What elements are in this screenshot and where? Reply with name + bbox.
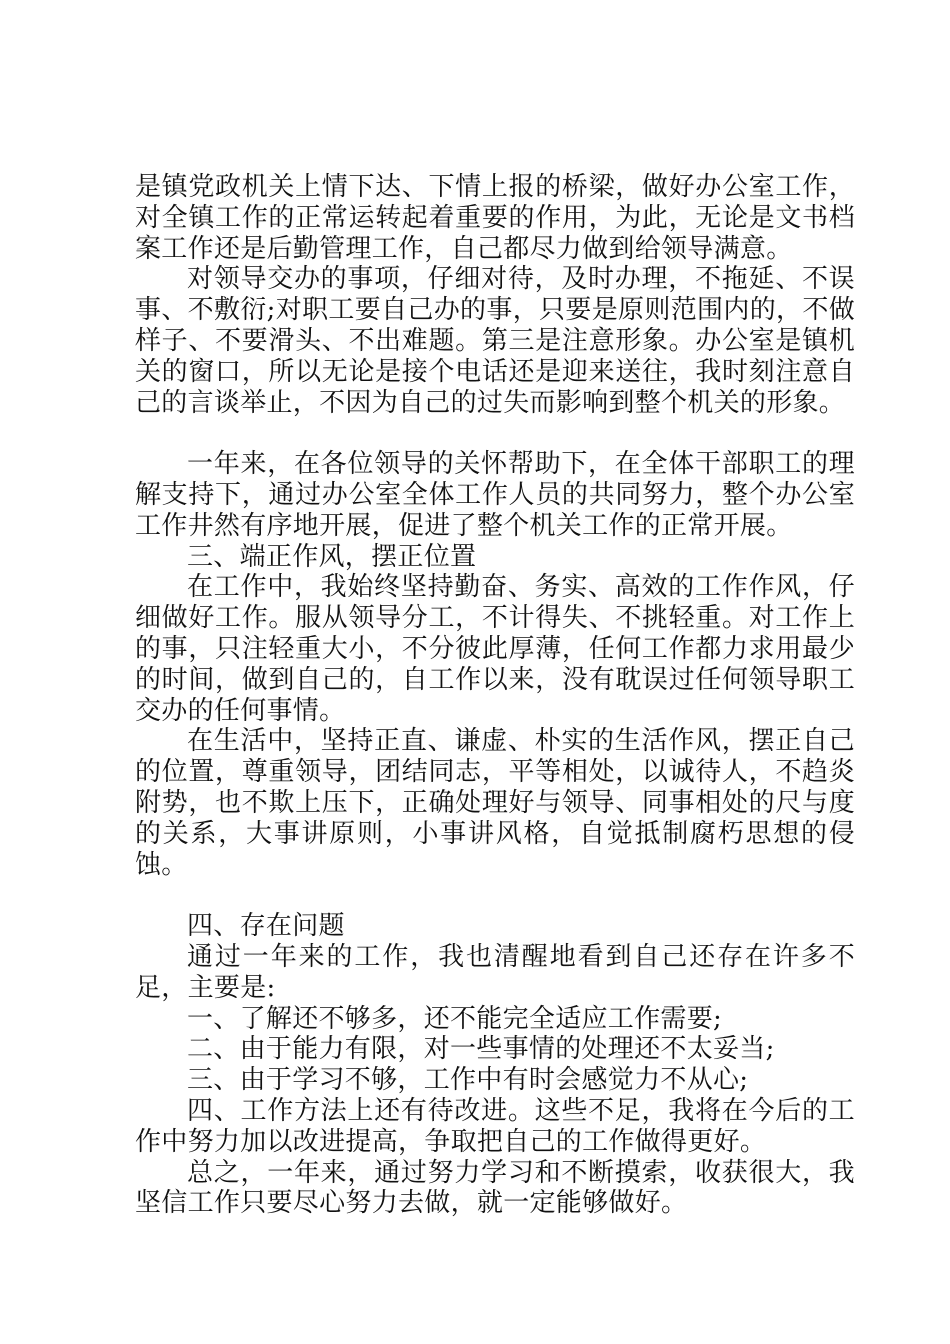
section-heading: 三、端正作风，摆正位置 — [187, 541, 477, 572]
list-item: 二、由于能力有限，对一些事情的处理还不太妥当; — [187, 1034, 775, 1065]
paragraph-continuation: 是镇党政机关上情下达、下情上报的桥梁，做好办公室工作，对全镇工作的正常运转起着重要的作用，为此，无论是文书档案工作还是后勤管理工作，自己都尽力做到给领导满意。 — [135, 172, 855, 264]
section-heading: 四、存在问题 — [187, 911, 345, 942]
paragraph: 一年来，在各位领导的关怀帮助下，在全体干部职工的理解支持下，通过办公室全体工作人员的共同努力，整个办公室工作井然有序地开展，促进了整个机关工作的正常开展。 — [135, 449, 855, 541]
paragraph: 在生活中，坚持正直、谦虚、朴实的生活作风，摆正自己的位置，尊重领导，团结同志，平等相处，以诚待人，不趋炎附势，也不欺上压下，正确处理好与领导、同事相处的尺与度的关系，大事讲原则，小事讲风格，自觉抵制腐朽思想的侵蚀。 — [135, 726, 855, 880]
paragraph-gap — [135, 418, 855, 449]
document-body — [135, 172, 855, 1219]
paragraph: 通过一年来的工作，我也清醒地看到自己还存在许多不足，主要是: — [135, 941, 855, 1003]
paragraph-gap — [135, 880, 855, 911]
list-item: 四、工作方法上还有待改进。这些不足，我将在今后的工作中努力加以改进提高，争取把自己的工作做得更好。 — [135, 1095, 855, 1157]
paragraph: 在工作中，我始终坚持勤奋、务实、高效的工作作风，仔细做好工作。服从领导分工，不计得失、不挑轻重。对工作上的事，只注轻重大小，不分彼此厚薄，任何工作都力求用最少的时间，做到自己的，自工作以来，没有耽误过任何领导职工交办的任何事情。 — [135, 572, 855, 726]
list-item: 一、了解还不够多，还不能完全适应工作需要; — [187, 1003, 723, 1034]
paragraph: 对领导交办的事项，仔细对待，及时办理，不拖延、不误事、不敷衍;对职工要自己办的事，只要是原则范围内的，不做样子、不要滑头、不出难题。第三是注意形象。办公室是镇机关的窗口，所以无论是接个电话还是迎来送往，我时刻注意自己的言谈举止，不因为自己的过失而影响到整个机关的形象。 — [135, 264, 855, 418]
paragraph: 总之，一年来，通过努力学习和不断摸索，收获很大，我坚信工作只要尽心努力去做，就一定能够做好。 — [135, 1157, 855, 1219]
list-item: 三、由于学习不够，工作中有时会感觉力不从心; — [187, 1065, 749, 1096]
